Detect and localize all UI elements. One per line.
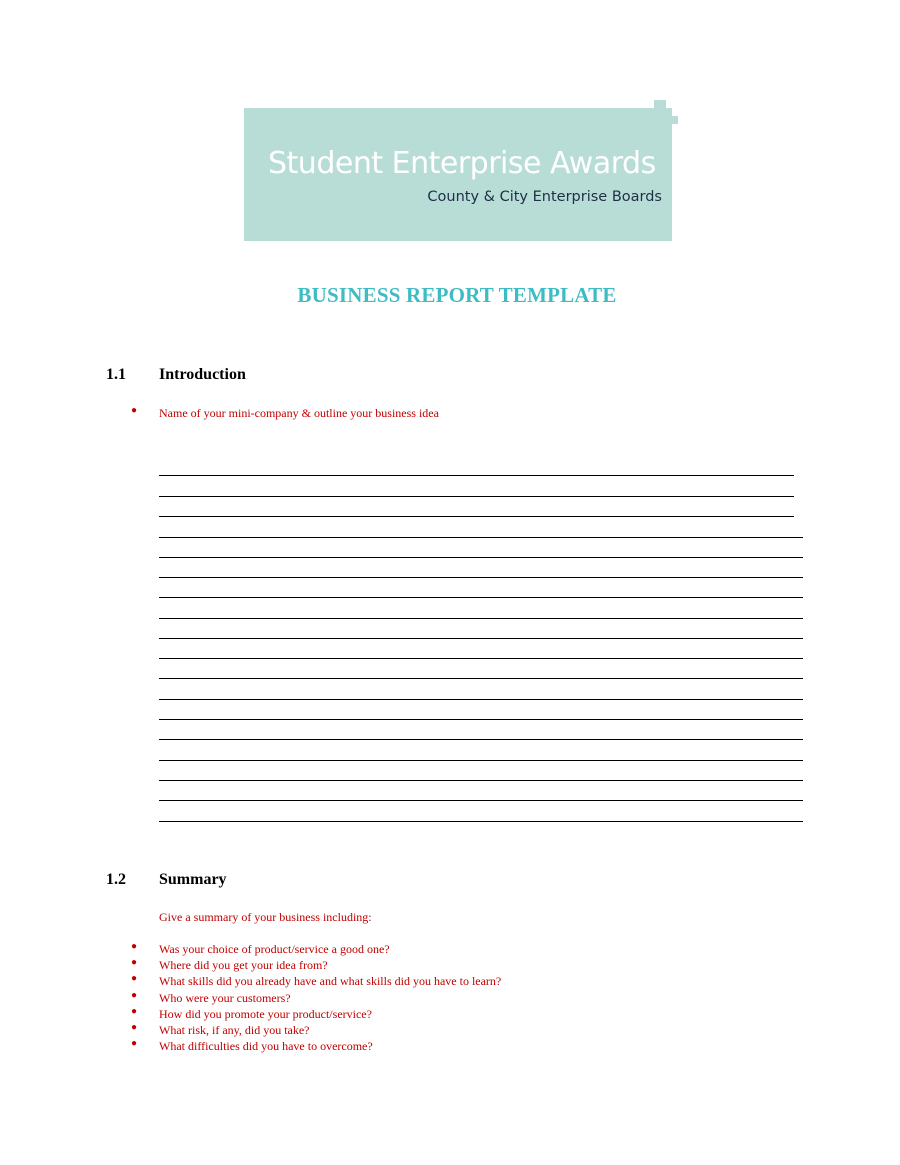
- bullet-text: What risk, if any, did you take?: [159, 1023, 310, 1037]
- answer-line[interactable]: [159, 658, 803, 659]
- bullet-icon: ●: [131, 957, 138, 968]
- bullet-icon: ●: [131, 1038, 138, 1049]
- section-number: 1.2: [106, 871, 126, 888]
- bullet-icon: ●: [131, 973, 138, 984]
- answer-line[interactable]: [159, 678, 803, 679]
- answer-line[interactable]: [159, 821, 803, 822]
- answer-line[interactable]: [159, 618, 803, 619]
- award-logo-banner: [244, 108, 672, 241]
- bullet-text: What difficulties did you have to overcome?: [159, 1039, 373, 1053]
- banner-corner-decoration: [654, 100, 666, 108]
- bullet-icon: ●: [131, 941, 138, 952]
- answer-line[interactable]: [159, 537, 803, 538]
- bullet-text: How did you promote your product/service?: [159, 1007, 372, 1021]
- answer-line[interactable]: [159, 597, 803, 598]
- bullet-icon: ●: [131, 990, 138, 1001]
- answer-line[interactable]: [159, 699, 803, 700]
- answer-line[interactable]: [159, 638, 803, 639]
- answer-line[interactable]: [159, 475, 794, 476]
- banner-title: Student Enterprise Awards: [268, 146, 656, 181]
- document-title: BUSINESS REPORT TEMPLATE: [297, 283, 617, 307]
- bullet-icon: ●: [131, 405, 138, 416]
- answer-line[interactable]: [159, 577, 803, 578]
- banner-corner-decoration: [672, 116, 678, 124]
- bullet-text: Name of your mini-company & outline your business idea: [159, 406, 439, 420]
- answer-line[interactable]: [159, 800, 803, 801]
- section-number: 1.1: [106, 366, 126, 383]
- section-title: Summary: [159, 871, 227, 888]
- bullet-text: Where did you get your idea from?: [159, 958, 328, 972]
- answer-line[interactable]: [159, 739, 803, 740]
- answer-line[interactable]: [159, 516, 794, 517]
- banner-subtitle: County & City Enterprise Boards: [427, 189, 662, 205]
- bullet-icon: ●: [131, 1006, 138, 1017]
- bullet-text: Was your choice of product/service a good one?: [159, 942, 390, 956]
- answer-line[interactable]: [159, 496, 794, 497]
- bullet-text: Who were your customers?: [159, 991, 291, 1005]
- answer-line[interactable]: [159, 557, 803, 558]
- bullet-icon: ●: [131, 1022, 138, 1033]
- section-title: Introduction: [159, 366, 246, 383]
- answer-line[interactable]: [159, 780, 803, 781]
- summary-intro: Give a summary of your business including:: [159, 910, 372, 924]
- bullet-text: What skills did you already have and what skills did you have to learn?: [159, 974, 502, 988]
- answer-line[interactable]: [159, 719, 803, 720]
- answer-line[interactable]: [159, 760, 803, 761]
